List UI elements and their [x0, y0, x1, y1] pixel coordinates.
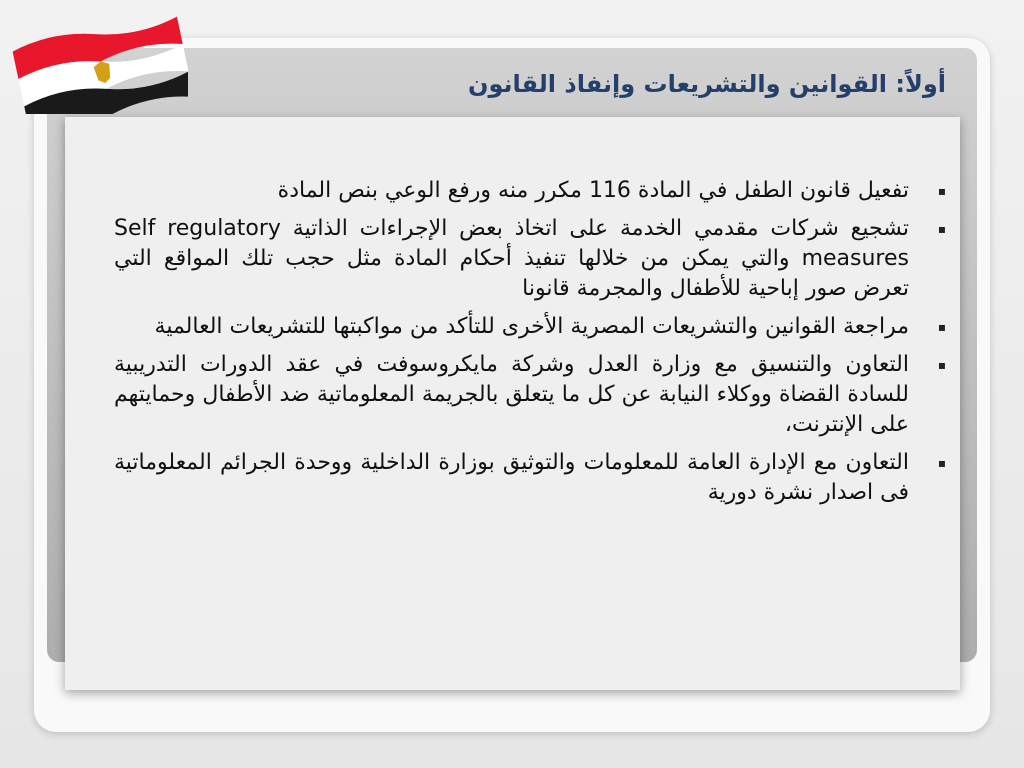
bullet-text: مراجعة القوانين والتشريعات المصرية الأخرى للتأكد من مواكبتها للتشريعات العالمية	[154, 314, 909, 339]
bullet-item	[114, 176, 946, 206]
bullet-square-icon: ▪	[937, 222, 946, 236]
bullet-text: التعاون مع الإدارة العامة للمعلومات والتوثيق بوزارة الداخلية ووحدة الجرائم المعلوماتية فى اصدار نشرة دورية	[114, 450, 909, 505]
bullet-item	[114, 448, 946, 508]
bullet-text: تشجيع شركات مقدمي الخدمة على اتخاذ بعض الإجراءات الذاتية Self regulatory measures والتي يمكن من خلالها تنفيذ أحكام المادة مثل حجب تلك المواقع التي تعرض صور إباحية للأطفال والمجرمة قانونا	[114, 216, 909, 301]
slide-title: أولاً: القوانين والتشريعات وإنفاذ القانون	[467, 70, 946, 98]
bullet-text: تفعيل قانون الطفل في المادة 116 مكرر منه ورفع الوعي بنص المادة	[277, 178, 909, 203]
bullet-item	[114, 350, 946, 440]
bullet-item	[114, 312, 946, 342]
bullet-square-icon: ▪	[937, 320, 946, 334]
bullet-text: التعاون والتنسيق مع وزارة العدل وشركة مايكروسوفت في عقد الدورات التدريبية للسادة القضاة ووكلاء النيابة عن كل ما يتعلق بالجريمة المعلوماتية ضد الأطفال وحمايتهم على الإنترنت،	[114, 352, 909, 437]
egypt-flag-icon	[8, 4, 188, 114]
bullet-list	[114, 176, 946, 516]
bullet-item	[114, 214, 946, 304]
bullet-square-icon: ▪	[937, 184, 946, 198]
bullet-square-icon: ▪	[937, 456, 946, 470]
bullet-square-icon: ▪	[937, 358, 946, 372]
